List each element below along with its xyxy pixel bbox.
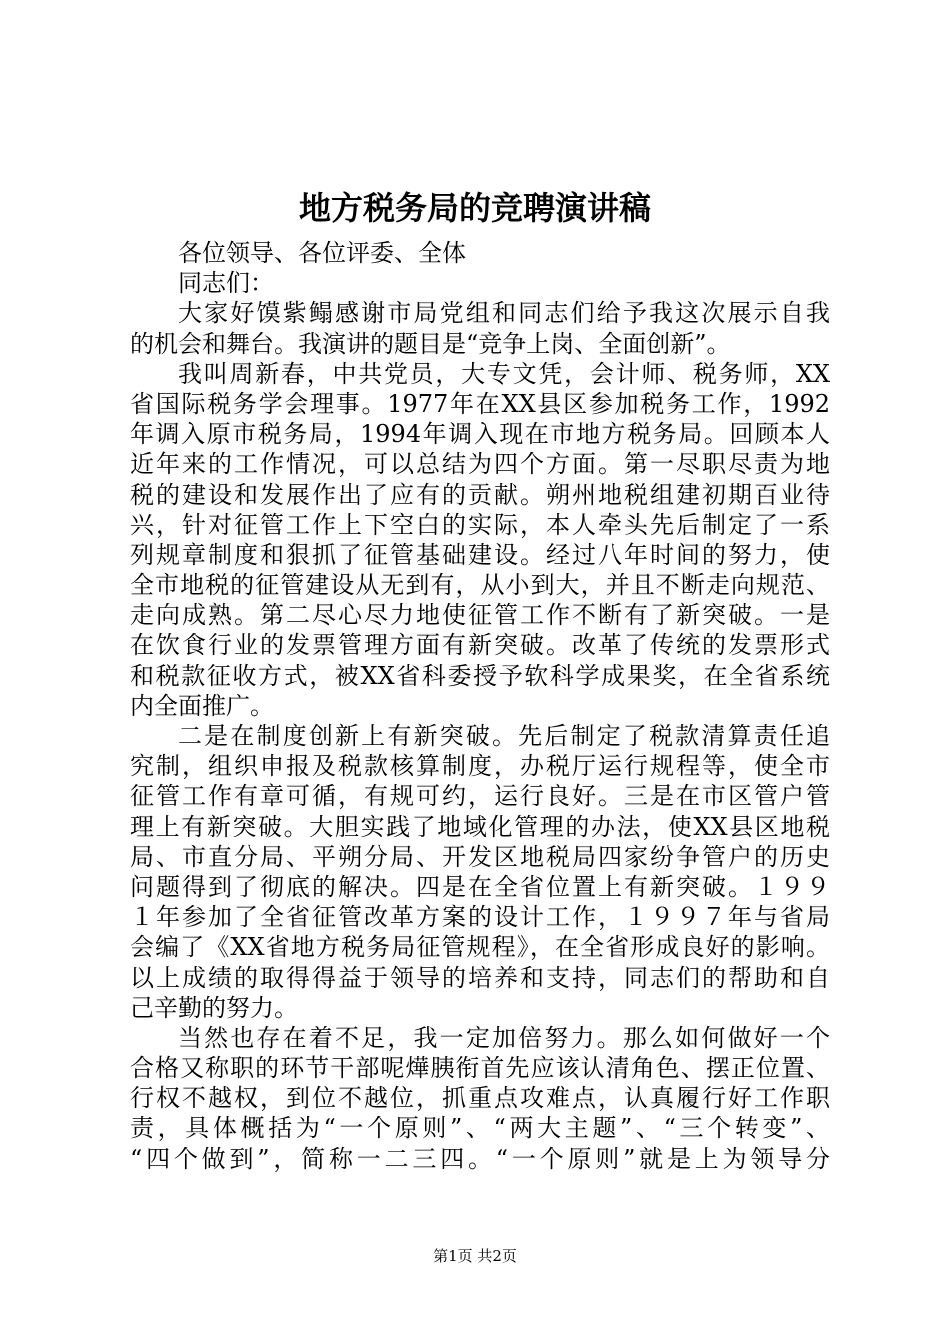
text-line: 责，具体概括为“一个原则”、“两大主题”、“三个转变”、 — [130, 1114, 830, 1143]
text-line: 同志们： — [178, 269, 274, 298]
text-line: 税的建设和发展作出了应有的贡献。朔州地税组建初期百业待 — [130, 480, 830, 509]
text-line: １年参加了全省征管改革方案的设计工作，１９９７年与省局 — [130, 903, 830, 932]
text-line: 各位领导、各位评委、全体 — [178, 239, 466, 267]
text-line: 我叫周新春，中共党员，大专文凭，会计师、税务师，XX — [178, 359, 830, 388]
text-line: 全市地税的征管建设从无到有，从小到大，并且不断走向规范、 — [130, 571, 830, 600]
text-line: 省国际税务学会理事。1977年在XX县区参加税务工作，1992 — [130, 389, 830, 418]
text-line: 大家好馍紫鳎感谢市局党组和同志们给予我这次展示自我 — [178, 299, 830, 328]
text-line: 年调入原市税务局，1994年调入现在市地方税务局。回顾本人 — [130, 420, 830, 449]
text-line: 兴，针对征管工作上下空白的实际，本人牵头先后制定了一系 — [130, 510, 830, 539]
page-footer: 第1页 共2页 — [433, 1247, 517, 1265]
text-line: 究制，组织申报及税款核算制度，办税厅运行规程等，使全市 — [130, 752, 830, 781]
text-line: 近年来的工作情况，可以总结为四个方面。第一尽职尽责为地 — [130, 450, 830, 479]
text-line: 问题得到了彻底的解决。四是在全省位置上有新突破。１９９ — [130, 872, 830, 901]
text-line: 内全面推广。 — [130, 691, 274, 720]
text-line: “四个做到”，简称一二三四。“一个原则”就是上为领导分 — [130, 1144, 830, 1173]
text-line: 局、市直分局、平朔分局、开发区地税局四家纷争管户的历史 — [130, 842, 830, 871]
text-line: 合格又称职的环节干部呢燁胰衔首先应该认清角色、摆正位置、 — [130, 1054, 830, 1083]
document-title: 地方税务局的竞聘演讲稿 — [298, 189, 651, 227]
text-line: 会编了《XX省地方税务局征管规程》，在全省形成良好的影响。 — [130, 933, 830, 962]
text-line: 和税款征收方式，被XX省科委授予软科学成果奖，在全省系统 — [130, 661, 830, 690]
text-line: 行权不越权，到位不越位，抓重点攻难点，认真履行好工作职 — [130, 1084, 830, 1113]
text-line: 以上成绩的取得得益于领导的培养和支持，同志们的帮助和自 — [130, 963, 830, 992]
text-line: 列规章制度和狠抓了征管基础建设。经过八年时间的努力，使 — [130, 540, 830, 569]
text-line: 走向成熟。第二尽心尽力地使征管工作不断有了新突破。一是 — [130, 601, 830, 630]
text-line: 当然也存在着不足，我一定加倍努力。那么如何做好一个 — [178, 1023, 830, 1052]
text-line: 二是在制度创新上有新突破。先后制定了税款清算责任追 — [178, 722, 830, 750]
text-line: 的机会和舞台。我演讲的题目是“竞争上岗、全面创新”。 — [130, 329, 731, 358]
text-line: 理上有新突破。大胆实践了地域化管理的办法，使XX县区地税 — [130, 812, 830, 841]
document-body — [130, 238, 830, 1174]
text-line: 己辛勤的努力。 — [130, 993, 298, 1022]
text-line: 在饮食行业的发票管理方面有新突破。改革了传统的发票形式 — [130, 631, 830, 660]
text-line: 征管工作有章可循，有规可约，运行良好。三是在市区管户管 — [130, 782, 830, 811]
